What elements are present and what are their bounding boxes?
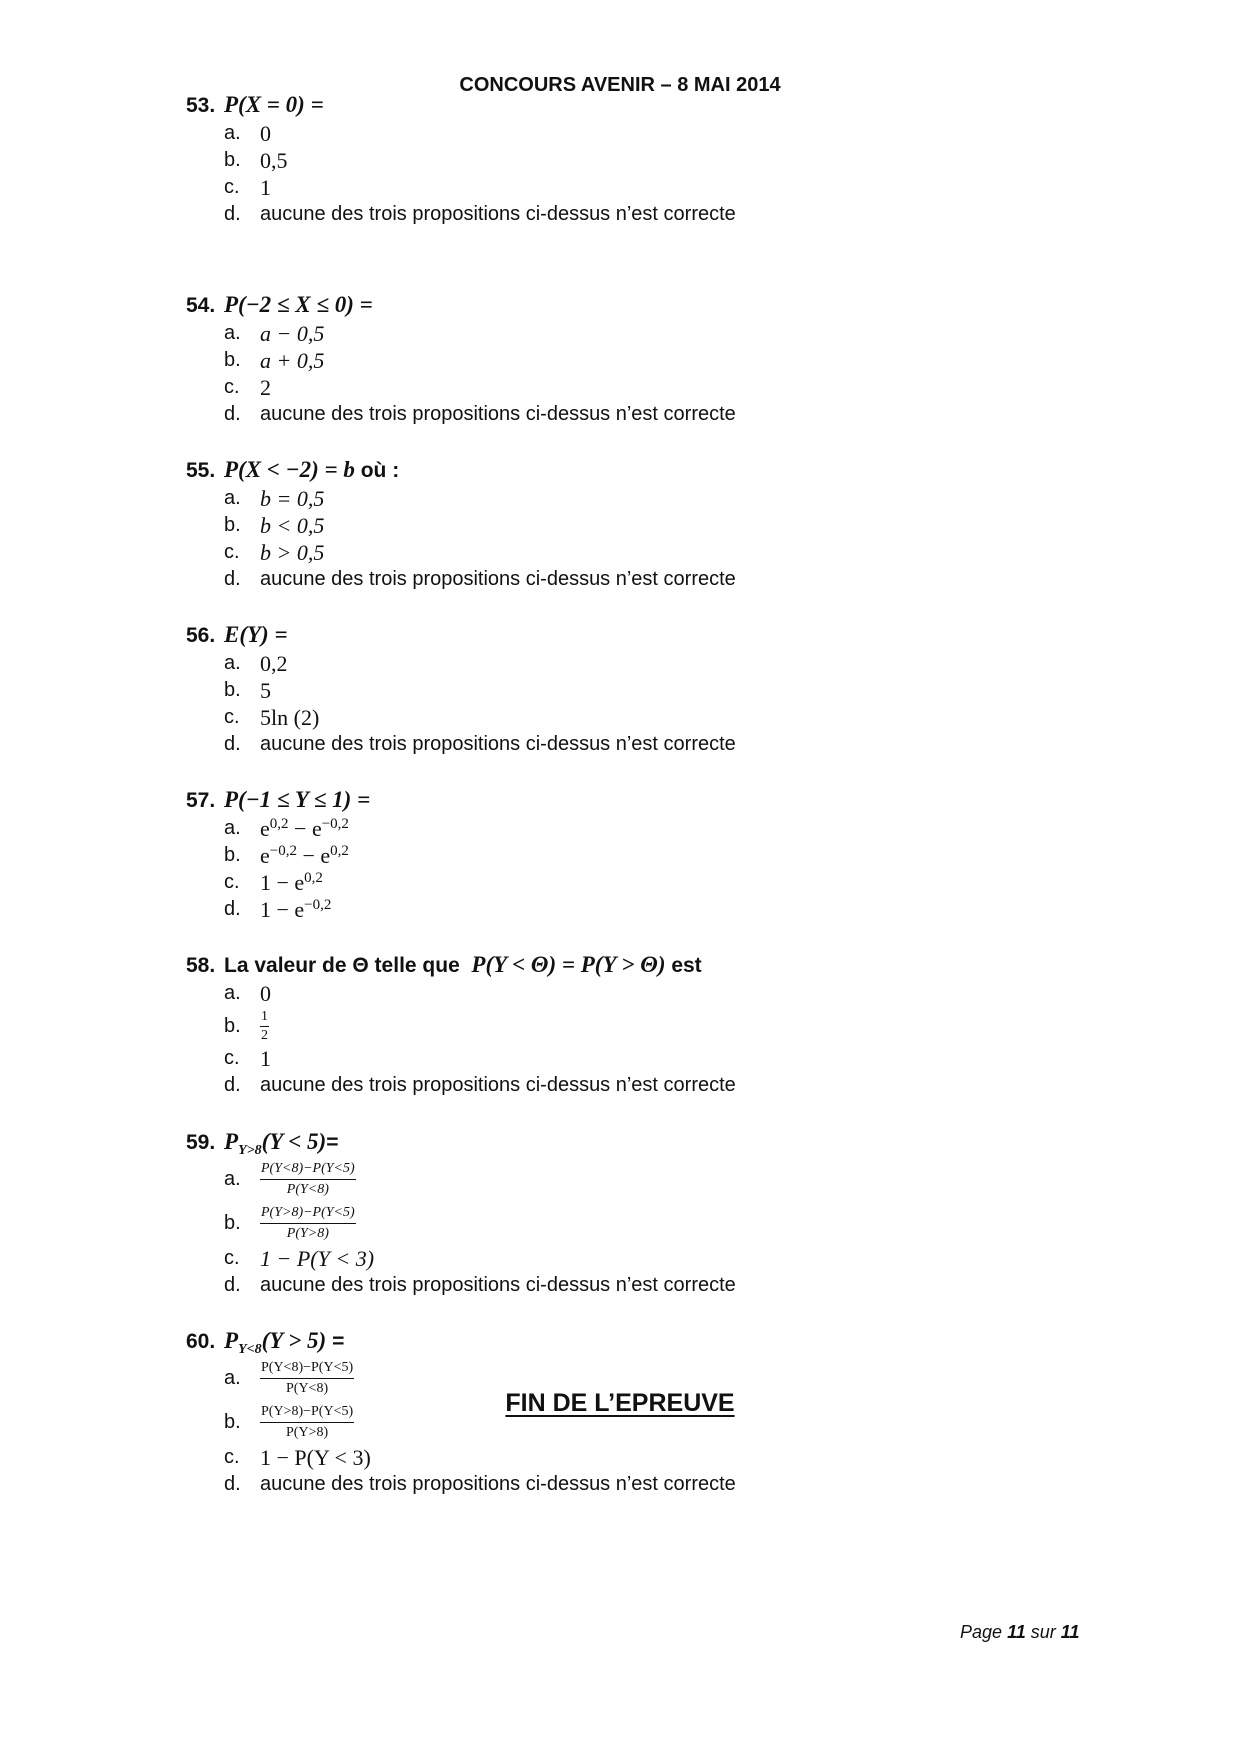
option-b: b. $\frac{P(Y>8)-P(Y<5)}{P(Y>8)}$: [224, 1403, 354, 1440]
option-d: d. aucune des trois propositions ci-dessus n’est correcte: [224, 403, 736, 425]
option-b: b. a + 0,5: [224, 348, 325, 373]
option-b: b. 5: [224, 678, 271, 703]
question-number: 55.: [186, 459, 216, 482]
option-d: d. aucune des trois propositions ci-dessus n’est correcte: [224, 1074, 736, 1096]
option-d: d. aucune des trois propositions ci-dessus n’est correcte: [224, 1473, 736, 1495]
option-c: c. 1 − P(Y < 3): [224, 1246, 375, 1271]
question-number: 54.: [186, 294, 216, 317]
question-title: P(−2 ≤ X ≤ 0) =: [224, 292, 373, 317]
option-c: c. 1: [224, 175, 271, 200]
question-number: 58.: [186, 954, 216, 977]
page-header: CONCOURS AVENIR – 8 MAI 2014: [459, 74, 781, 96]
question-number: 57.: [186, 789, 216, 812]
question-number: 60.: [186, 1330, 216, 1353]
option-a: a. $\frac{P(Y<8)-P(Y<5)}{P(Y<8)}$: [224, 1359, 354, 1396]
question-title: $P_{Y>8}(Y < 5)$: [224, 1129, 327, 1158]
question-54: [186, 290, 1086, 428]
option-d: d. $1 - e^{-0,2}$: [224, 897, 332, 922]
question-55: [186, 455, 1086, 593]
option-a: a. 0: [224, 121, 271, 146]
option-a: a. 0: [224, 981, 271, 1006]
option-a: a. b = 0,5: [224, 486, 325, 511]
question-57: [186, 785, 1086, 923]
question-title: $P_{Y<8}(Y > 5)$: [224, 1328, 327, 1357]
option-a: a. a − 0,5: [224, 321, 325, 346]
question-title: P(X < −2) = b: [224, 457, 355, 482]
option-d: d. aucune des trois propositions ci-dessus n’est correcte: [224, 733, 736, 755]
question-53: [186, 90, 1086, 228]
option-c: c. 1: [224, 1046, 271, 1071]
option-c: c. 2: [224, 375, 271, 400]
question-title-prefix: La valeur de Θ telle que: [224, 954, 460, 977]
option-d: d. aucune des trois propositions ci-dessus n’est correcte: [224, 1274, 736, 1296]
option-c: c. 5ln (2): [224, 705, 320, 730]
question-59: 59. $P_{Y>8}(Y < 5)=$ a. $\frac{P(Y<8)-P(Y<5)}{P(Y<8)}$ b. $\frac{P(Y>8)-P(Y<5)}{P(Y>8)}$ c. 1 − P(Y < 3) d. aucune des trois propositions ci-dessus n’est correcte: [186, 1127, 1086, 1299]
page-footer: Page 11 sur 11: [960, 1622, 1080, 1642]
option-d: d. aucune des trois propositions ci-dessus n’est correcte: [224, 568, 736, 590]
question-58: [186, 950, 1086, 1099]
option-b: b. $\frac{1}{2}$: [224, 1009, 268, 1044]
question-title: P(−1 ≤ Y ≤ 1) =: [224, 787, 371, 812]
option-b: b. 0,5: [224, 148, 288, 173]
question-number: 56.: [186, 624, 216, 647]
question-title: P(X = 0) =: [224, 92, 324, 117]
option-b: b. $e^{-0,2} - e^{0,2}$: [224, 843, 349, 868]
option-c: c. b > 0,5: [224, 540, 325, 565]
question-title: E(Y) =: [224, 622, 288, 647]
option-c: c. 1 − P(Y < 3): [224, 1445, 371, 1470]
question-title-suffix: est: [671, 954, 702, 977]
question-title-math: P(Y < Θ) = P(Y > Θ): [471, 952, 666, 977]
option-a: a. $\frac{P(Y<8)-P(Y<5)}{P(Y<8)}$: [224, 1160, 355, 1197]
option-b: b. b < 0,5: [224, 513, 325, 538]
option-c: c. $1 - e^{0,2}$: [224, 870, 323, 895]
option-a: a. $e^{0,2} - e^{-0,2}$: [224, 816, 349, 841]
question-number: 53.: [186, 94, 216, 117]
option-b: b. $\frac{P(Y>8)-P(Y<5)}{P(Y>8)}$: [224, 1204, 355, 1241]
option-a: a. 0,2: [224, 651, 288, 676]
question-number: 59.: [186, 1131, 216, 1154]
question-56: [186, 620, 1086, 758]
question-60: 60. $P_{Y<8}(Y > 5)$ = a. $\frac{P(Y<8)-P(Y<5)}{P(Y<8)}$ b. $\frac{P(Y>8)-P(Y<5)}{P(Y>8)}$ c. 1 − P(Y < 3) d. aucune des trois propositions ci-dessus n’est correcte: [186, 1326, 1086, 1498]
option-d: d. aucune des trois propositions ci-dessus n’est correcte: [224, 203, 736, 225]
question-title-suffix: où :: [360, 459, 400, 482]
end-of-exam-heading: FIN DE L’EPREUVE: [505, 1389, 735, 1417]
